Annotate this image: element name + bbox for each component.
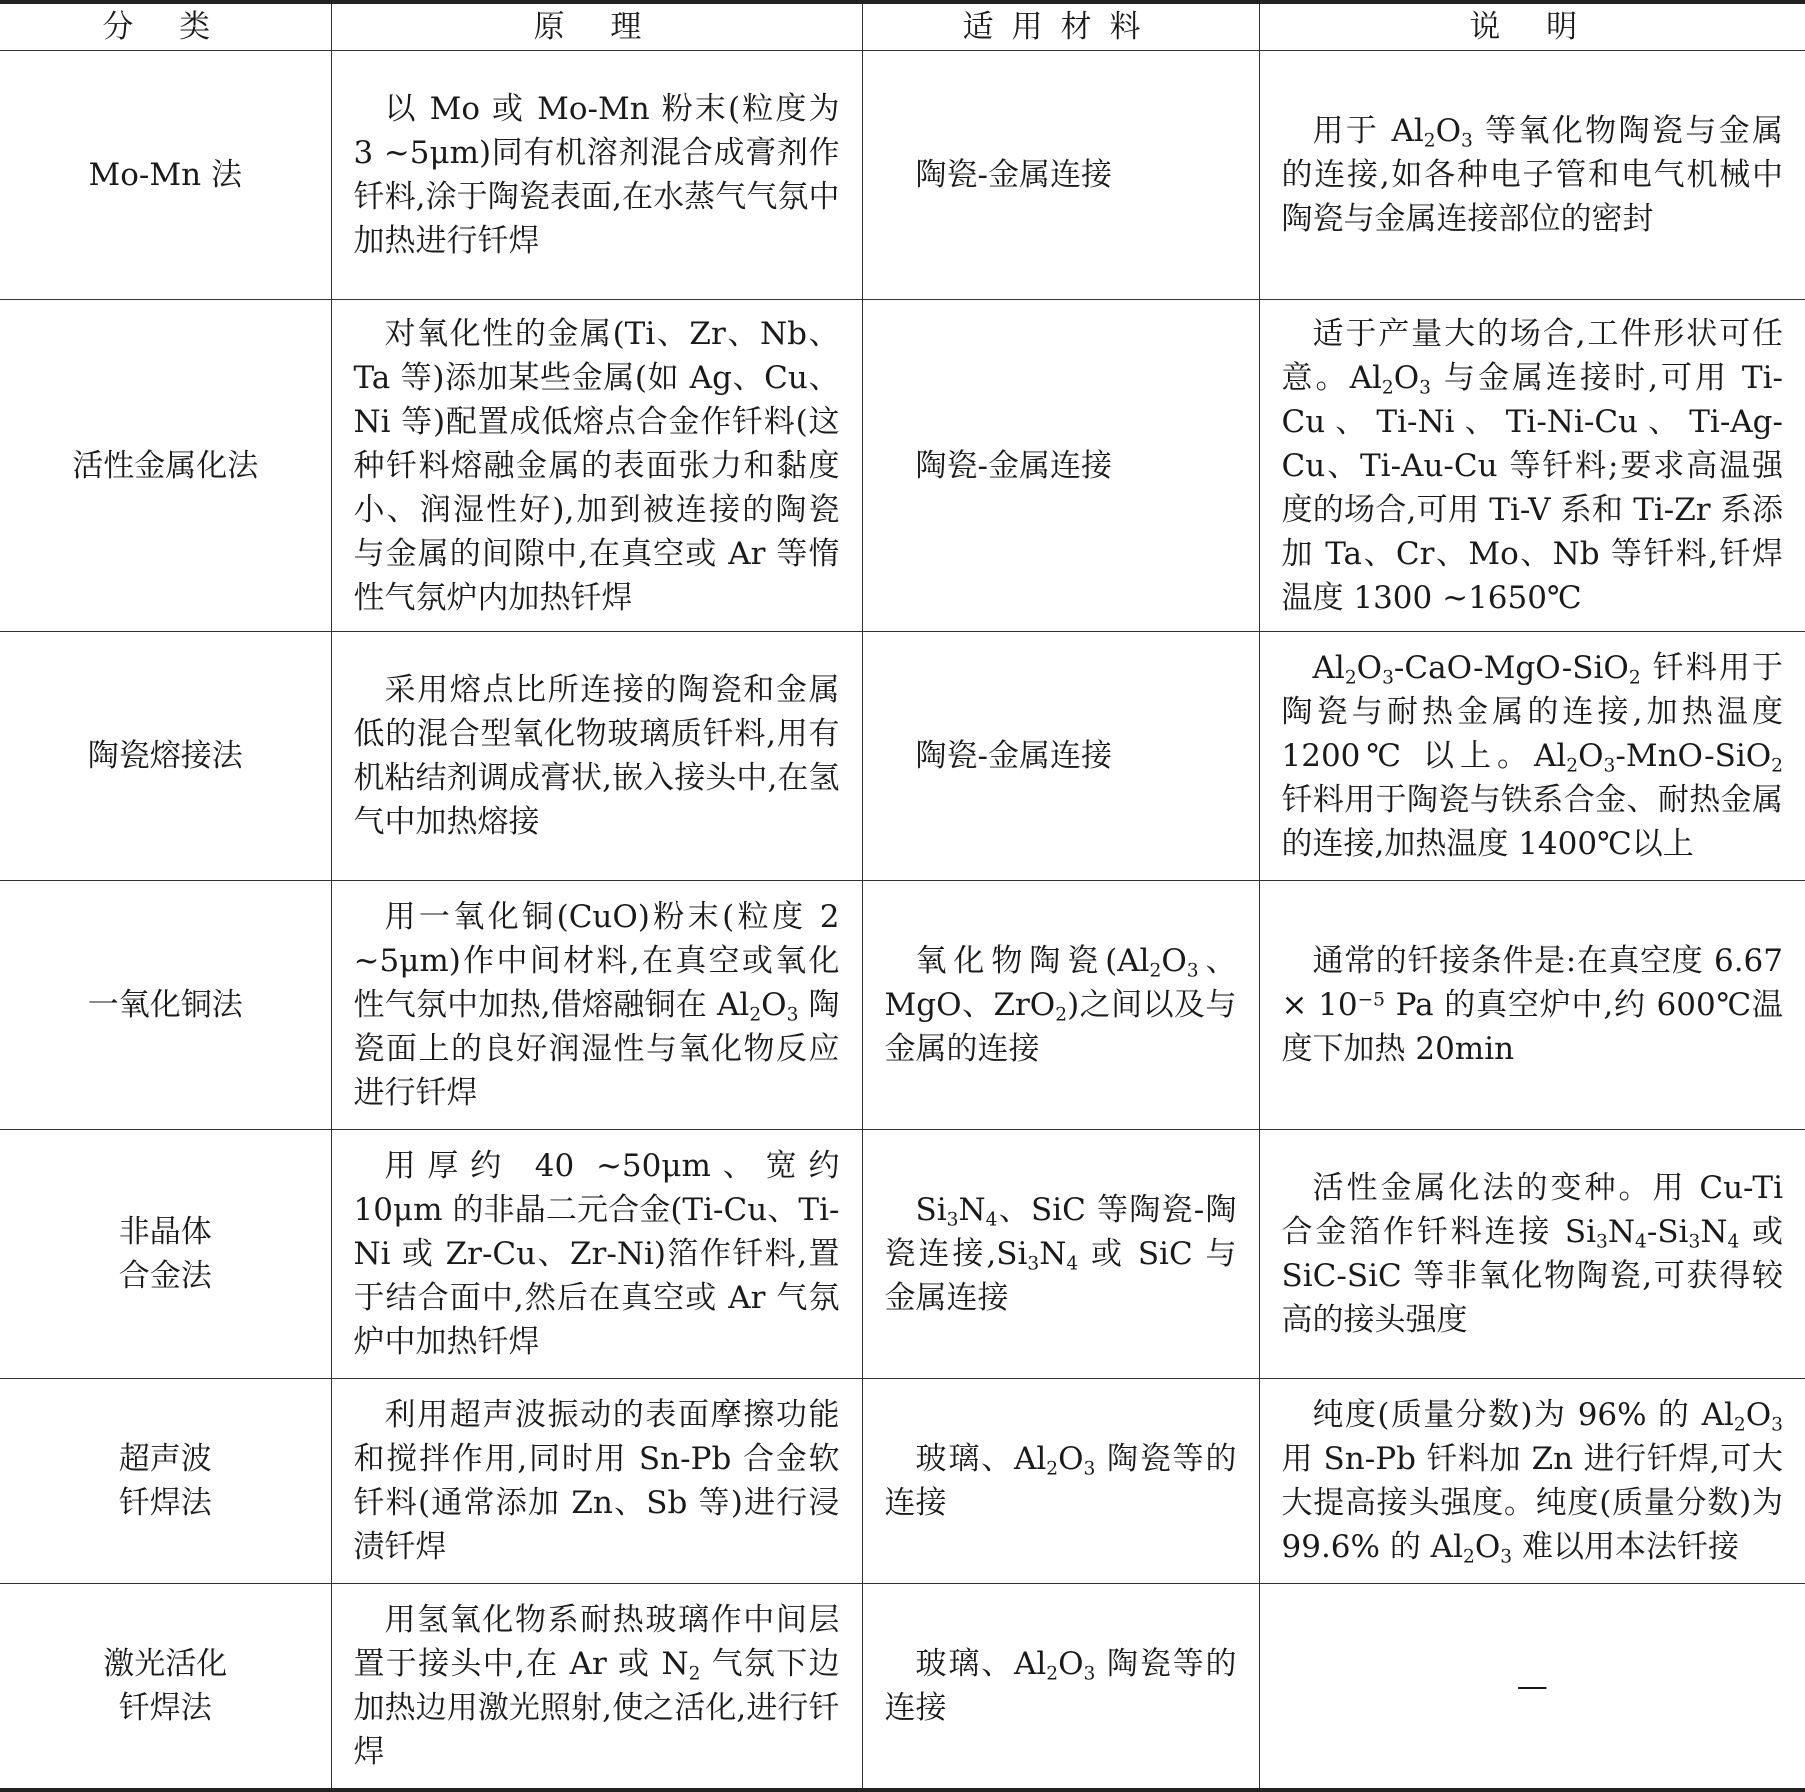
category-cell: 陶瓷熔接法 (0, 632, 331, 881)
material-cell: 玻璃、$Al_2O_3$ 陶瓷等的连接 (862, 1584, 1259, 1791)
header-material: 适用材料 (862, 2, 1259, 51)
material-cell: 陶瓷-金属连接 (862, 51, 1259, 300)
principle-cell: 用厚约 40 ~50μm、宽约 10μm 的非晶二元合金(Ti-Cu、Ti-Ni 或 Zr-Cu、Zr-Ni)箔作钎料,置于结合面中,然后在真空或 Ar 气氛炉中加热钎焊 (331, 1130, 862, 1379)
category-line: 合金法 (118, 1258, 212, 1294)
category-cell (0, 1130, 331, 1379)
category-line: 非晶体 (118, 1214, 212, 1250)
category-line: 激光活化 (103, 1646, 228, 1682)
material-cell: 氧化物陶瓷($Al_2O_3$、MgO、ZrO$_2$)之间以及与金属的连接 (862, 881, 1259, 1130)
principle-cell: 用氢氧化物系耐热玻璃作中间层置于接头中,在 Ar 或 $N_2$ 气氛下边加热边用激光照射,使之活化,进行钎焊 (331, 1584, 862, 1791)
table-row (0, 1584, 1805, 1791)
table-row (0, 881, 1805, 1130)
principle-cell: 对氧化性的金属(Ti、Zr、Nb、Ta 等)添加某些金属(如 Ag、Cu、Ni 等)配置成低熔点合金作钎料(这种钎料熔融金属的表面张力和黏度小、润湿性好),加到被连接的陶瓷与金属的间隙中,在真空或 Ar 等惰性气氛炉内加热钎焊 (331, 300, 862, 632)
table-body (0, 51, 1805, 1791)
category-line: 钎焊法 (118, 1690, 212, 1726)
principle-cell: 采用熔点比所连接的陶瓷和金属低的混合型氧化物玻璃质钎料,用有机粘结剂调成膏状,嵌入接头中,在氢气中加热熔接 (331, 632, 862, 881)
material-cell: $Si_3N_4$、SiC 等陶瓷-陶瓷连接$,Si_3N_4$ 或 SiC 与金属连接 (862, 1130, 1259, 1379)
note-cell: $Al_2O_3-CaO-MgO-SiO_2$ 钎料用于陶瓷与耐热金属的连接,加热温度 1200℃ 以上。$Al_2O_3-MnO-SiO_2$ 钎料用于陶瓷与铁系合金、耐热金属的连接,加热温度 1400℃以上 (1259, 632, 1805, 881)
note-cell: 用于 $Al_2O_3$ 等氧化物陶瓷与金属的连接,如各种电子管和电气机械中陶瓷与金属连接部位的密封 (1259, 51, 1805, 300)
principle-cell: 用一氧化铜(CuO)粉末(粒度 2 ~5μm)作中间材料,在真空或氧化性气氛中加热,借熔融铜在 $Al_2O_3$ 陶瓷面上的良好润湿性与氧化物反应进行钎焊 (331, 881, 862, 1130)
header-category: 分 类 (0, 2, 331, 51)
header-row (0, 2, 1805, 51)
category-line: 超声波 (118, 1441, 212, 1477)
table-row (0, 632, 1805, 881)
note-cell: 活性金属化法的变种。用 Cu-Ti 合金箔作钎料连接 $Si_3N_4-Si_3N_4$ 或 SiC-SiC 等非氧化物陶瓷,可获得较高的接头强度 (1259, 1130, 1805, 1379)
material-cell: 陶瓷-金属连接 (862, 632, 1259, 881)
category-cell: Mo-Mn 法 (0, 51, 331, 300)
note-cell: 通常的钎接条件是:在真空度 $6.67 \times 10^{-5}$ Pa 的真空炉中,约 600℃温度下加热 20min (1259, 881, 1805, 1130)
note-cell: 适于产量大的场合,工件形状可任意。$Al_2O_3$ 与金属连接时,可用 Ti-Cu、Ti-Ni、Ti-Ni-Cu、Ti-Ag-Cu、Ti-Au-Cu 等钎料;要求高温强度的场合,可用 Ti-V 系和 Ti-Zr 系添加 Ta、Cr、Mo、Nb 等钎料,钎焊温度 1300 ~1650℃ (1259, 300, 1805, 632)
table-header (0, 2, 1805, 51)
material-cell: 陶瓷-金属连接 (862, 300, 1259, 632)
note-cell: 纯度(质量分数)为 96% 的 $Al_2O_3$ 用 Sn-Pb 钎料加 Zn 进行钎焊,可大大提高接头强度。纯度(质量分数)为 99.6% 的 $Al_2O_3$ 难以用本法钎接 (1259, 1379, 1805, 1584)
table-row (0, 1130, 1805, 1379)
principle-cell: 以 Mo 或 Mo-Mn 粉末(粒度为 3 ~5μm)同有机溶剂混合成膏剂作钎料,涂于陶瓷表面,在水蒸气气氛中加热进行钎焊 (331, 51, 862, 300)
material-cell: 玻璃、$Al_2O_3$ 陶瓷等的连接 (862, 1379, 1259, 1584)
category-line: 钎焊法 (118, 1485, 212, 1521)
table-row (0, 300, 1805, 632)
principle-cell: 利用超声波振动的表面摩擦功能和搅拌作用,同时用 Sn-Pb 合金软钎料(通常添加 Zn、Sb 等)进行浸渍钎焊 (331, 1379, 862, 1584)
note-cell: — (1259, 1584, 1805, 1791)
category-cell (0, 1379, 331, 1584)
category-cell (0, 1584, 331, 1791)
category-cell: 活性金属化法 (0, 300, 331, 632)
header-note: 说 明 (1259, 2, 1805, 51)
table-row (0, 1379, 1805, 1584)
category-cell: 一氧化铜法 (0, 881, 331, 1130)
header-principle: 原 理 (331, 2, 862, 51)
table-row (0, 51, 1805, 300)
